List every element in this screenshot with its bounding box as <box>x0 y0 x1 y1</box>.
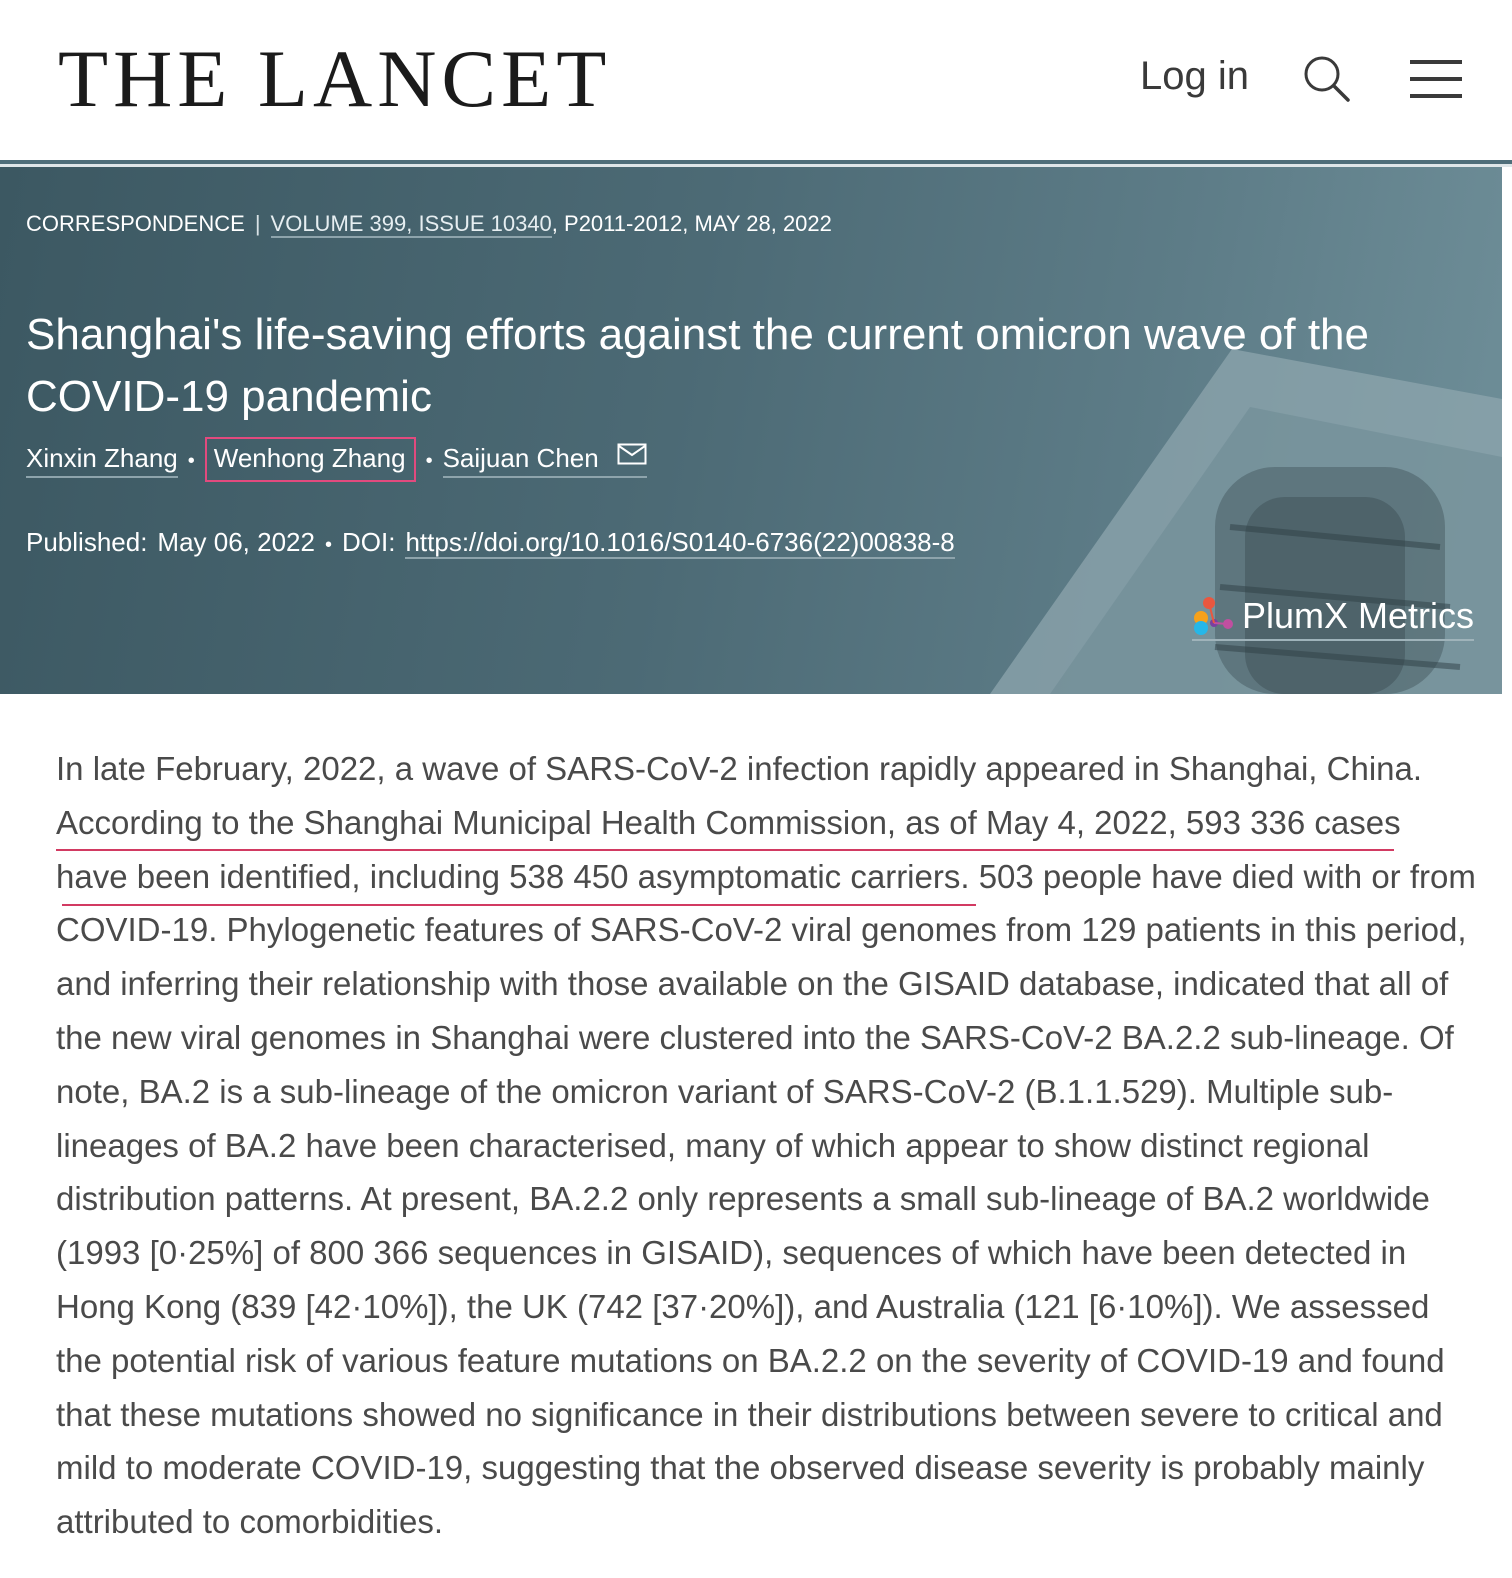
article-hero-banner <box>0 167 1502 694</box>
lancet-logo[interactable]: THE LANCET <box>58 33 612 124</box>
author-separator: • <box>187 450 195 472</box>
author-list <box>26 437 647 482</box>
article-section: CORRESPONDENCE <box>26 211 245 236</box>
hamburger-menu-icon[interactable] <box>1410 58 1462 100</box>
published-label: Published: <box>26 527 148 557</box>
author-name: Saijuan Chen <box>442 443 599 473</box>
doi-label: DOI: <box>342 527 396 557</box>
pages-date: , P2011-2012, MAY 28, 2022 <box>551 211 832 236</box>
publication-info <box>26 527 955 558</box>
meta-separator: | <box>254 211 261 236</box>
info-separator: • <box>324 534 332 556</box>
author-link-wenhong-zhang[interactable]: Wenhong Zhang <box>205 437 416 482</box>
login-link[interactable]: Log in <box>1140 54 1249 98</box>
article-title: Shanghai's life-saving efforts against the current omicron wave of the COVID-19 pandemic <box>26 310 1369 422</box>
highlight-underline-2 <box>62 904 976 906</box>
article-paragraph: In late February, 2022, a wave of SARS-CoV-2 infection rapidly appeared in Shanghai, China. According to the Shanghai Municipal Health Commission, as of May 4, 2022, 593 336 cases have been identified, including 538 450 asymptomatic carriers. 503 people have died with or from COVID-19. Phylogenetic features of SARS-CoV-2 viral genomes from 129 patients in this period, and inferring their relationship with those available on the GISAID database, indicated that all of the new viral genomes in Shanghai were clustered into the SARS-CoV-2 BA.2.2 sub-lineage. Of note, BA.2 is a sub-lineage of the omicron variant of SARS-CoV-2 (B.1.1.529). Multiple sub-lineages of BA.2 have been characterised, many of which appear to show distinct regional distribution patterns. At present, BA.2.2 only represents a small sub-lineage of BA.2 worldwide (1993 [0·25%] of 800 366 sequences in GISAID), sequences of which have been detected in Hong Kong (839 [42·10%]), the UK (742 [37·20%]), and Australia (121 [6·10%]). We assessed the potential risk of various feature mutations on BA.2.2 on the severity of COVID-19 and found that these mutations showed no significance in their distributions between severe to critical and mild to moderate COVID-19, suggesting that the observed disease severity is probably mainly attributed to comorbidities. <box>56 750 1476 1541</box>
plumx-icon <box>1192 596 1236 636</box>
highlight-underline-1 <box>56 849 1394 851</box>
plumx-metrics-link[interactable] <box>1192 595 1474 641</box>
author-link-saijuan-chen[interactable] <box>443 441 647 478</box>
article-meta-line <box>26 211 832 237</box>
author-link-xinxin-zhang[interactable]: Xinxin Zhang <box>26 443 178 478</box>
published-date: May 06, 2022 <box>157 527 315 557</box>
doi-link[interactable]: https://doi.org/10.1016/S0140-6736(22)00838-8 <box>405 527 955 557</box>
search-icon[interactable] <box>1300 52 1352 104</box>
mail-icon[interactable] <box>617 441 647 472</box>
site-header <box>0 0 1512 160</box>
author-separator: • <box>425 450 433 472</box>
volume-issue-link[interactable]: VOLUME 399, ISSUE 10340 <box>270 211 552 236</box>
plumx-label: PlumX Metrics <box>1242 595 1475 636</box>
